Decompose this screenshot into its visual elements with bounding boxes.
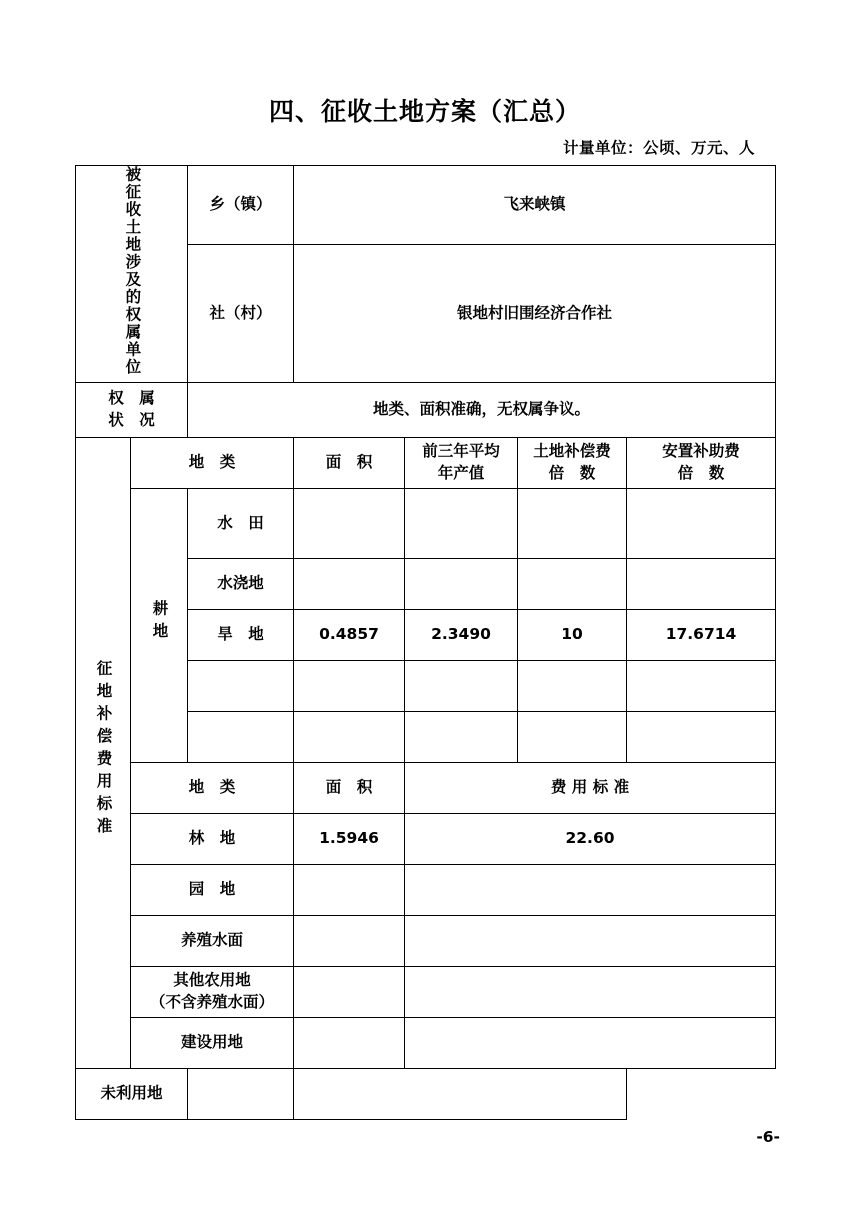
cultivated-landmult-0: [518, 488, 627, 558]
table-row-other-1: [76, 864, 776, 915]
village-label: 社（村）: [188, 244, 294, 382]
header-avg-yield: [405, 437, 518, 488]
other-fee-4: [405, 1017, 776, 1068]
cultivated-yield-4: [405, 711, 518, 762]
cultivated-landmult-2: 10: [518, 609, 627, 660]
compensation-side-label: [76, 437, 131, 1068]
township-value: 飞来峡镇: [294, 166, 776, 245]
cultivated-landmult-4: [518, 711, 627, 762]
cultivated-resettle-0: [627, 488, 776, 558]
table-row-other-2: [76, 915, 776, 966]
ownership-status-label-line2: 状 况: [108, 410, 155, 429]
cultivated-area-1: [294, 558, 405, 609]
cultivated-type-4: [188, 711, 294, 762]
table-row-ownership-status: [76, 382, 776, 437]
header-avg-yield-line1: 前三年平均: [422, 442, 500, 461]
cultivated-resettle-2: 17.6714: [627, 609, 776, 660]
other-type-4: 建设用地: [131, 1017, 294, 1068]
cultivated-area-3: [294, 660, 405, 711]
cultivated-yield-3: [405, 660, 518, 711]
cultivated-type-3: [188, 660, 294, 711]
other-type-3-line1: 其他农用地: [173, 971, 251, 990]
cultivated-type-0: 水 田: [188, 488, 294, 558]
table-row-other-4: [76, 1017, 776, 1068]
other-area-2: [294, 915, 405, 966]
other-area-0: 1.5946: [294, 813, 405, 864]
header-resettle-multiple-line1: 安置补助费: [662, 442, 740, 461]
header-fee-standard: 费 用 标 准: [405, 762, 776, 813]
compensation-side-label-text: 征地补偿费用标准: [94, 659, 113, 840]
page-number: -6-: [756, 1128, 780, 1146]
cultivated-landmult-1: [518, 558, 627, 609]
other-type-0: 林 地: [131, 813, 294, 864]
header-resettle-multiple: [627, 437, 776, 488]
cultivated-land-label: [131, 488, 188, 762]
cultivated-area-0: [294, 488, 405, 558]
other-fee-2: [405, 915, 776, 966]
ownership-status-value: 地类、面积准确，无权属争议。: [188, 382, 776, 437]
table-row-township: [76, 166, 776, 245]
table-row-compensation-header: [76, 437, 776, 488]
other-area-4: [294, 1017, 405, 1068]
village-value: 银地村旧围经济合作社: [294, 244, 776, 382]
table-row-fee-header: [76, 762, 776, 813]
table-row-other-0: [76, 813, 776, 864]
ownership-status-label-line1: 权 属: [108, 389, 155, 408]
other-type-3-line2: （不含养殖水面）: [149, 992, 274, 1011]
cultivated-resettle-1: [627, 558, 776, 609]
header-land-type: 地 类: [131, 437, 294, 488]
other-fee-1: [405, 864, 776, 915]
header-area: 面 积: [294, 437, 405, 488]
cultivated-area-4: [294, 711, 405, 762]
other-fee-5: [294, 1068, 627, 1119]
other-type-5: 未利用地: [76, 1068, 188, 1119]
page-title: 四、征收土地方案（汇总）: [268, 97, 581, 126]
header-land-type-2: 地 类: [131, 762, 294, 813]
header-land-comp-multiple-line2: 倍 数: [548, 463, 596, 482]
cultivated-area-2: 0.4857: [294, 609, 405, 660]
cultivated-type-2: 旱 地: [188, 609, 294, 660]
table-row-other-3: [76, 966, 776, 1017]
other-type-1: 园 地: [131, 864, 294, 915]
other-type-3: [131, 966, 294, 1017]
header-land-comp-multiple: [518, 437, 627, 488]
cultivated-resettle-3: [627, 660, 776, 711]
table-row-cultivated-0: [76, 488, 776, 558]
measurement-unit-note: 计量单位：公顷、万元、人: [562, 139, 755, 157]
other-fee-3: [405, 966, 776, 1017]
cultivated-yield-0: [405, 488, 518, 558]
land-acquisition-table: [75, 165, 776, 1120]
ownership-unit-label: [76, 166, 188, 383]
header-area-2: 面 积: [294, 762, 405, 813]
other-fee-0: 22.60: [405, 813, 776, 864]
cultivated-land-label-text: 耕地: [150, 599, 169, 645]
cultivated-yield-1: [405, 558, 518, 609]
other-area-5: [188, 1068, 294, 1119]
header-avg-yield-line2: 年产值: [437, 463, 485, 482]
other-type-2: 养殖水面: [131, 915, 294, 966]
other-area-3: [294, 966, 405, 1017]
township-label: 乡（镇）: [188, 166, 294, 245]
cultivated-type-1: 水浇地: [188, 558, 294, 609]
ownership-unit-label-text: 被征收土地涉及的权属单位: [123, 166, 142, 376]
ownership-status-label: [76, 382, 188, 437]
header-resettle-multiple-line2: 倍 数: [677, 463, 725, 482]
other-area-1: [294, 864, 405, 915]
cultivated-landmult-3: [518, 660, 627, 711]
header-land-comp-multiple-line1: 土地补偿费: [533, 442, 611, 461]
cultivated-resettle-4: [627, 711, 776, 762]
cultivated-yield-2: 2.3490: [405, 609, 518, 660]
table-row-other-5: [76, 1068, 776, 1119]
